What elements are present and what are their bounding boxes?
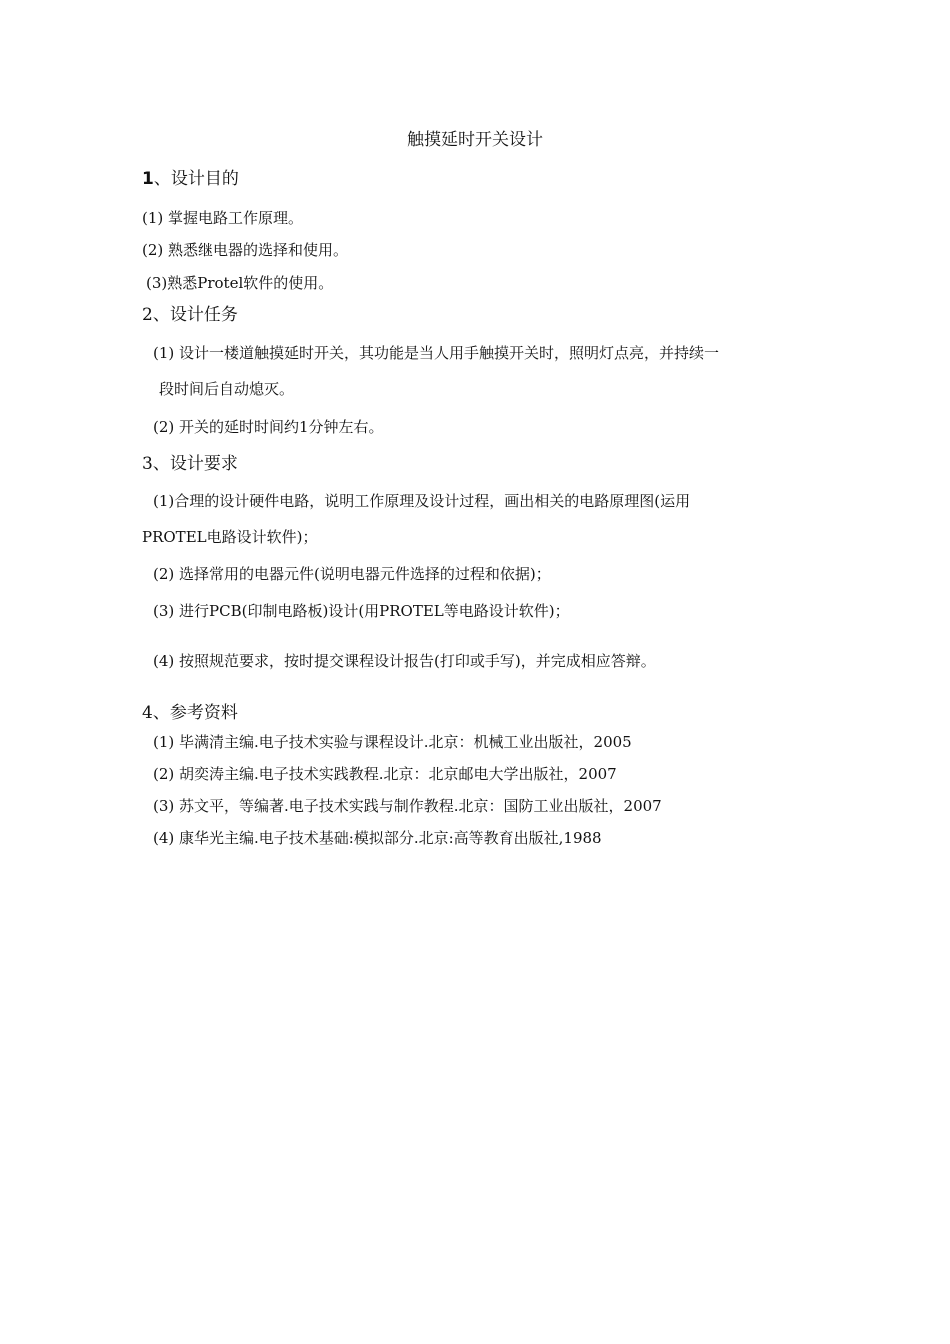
section-2-heading: 2、设计任务 <box>142 305 238 325</box>
reference-1: (1) 毕满清主编.电子技术实验与课程设计.北京：机械工业出版社，2005 <box>153 733 632 751</box>
section-2-item-2: (2) 开关的延时时间约1分钟左右。 <box>153 418 384 436</box>
section-3-item-1-continued: PROTEL电路设计软件)； <box>142 528 318 546</box>
section-1-heading-number: 1 <box>142 169 154 189</box>
document-title: 触摸延时开关设计 <box>407 130 543 150</box>
section-3-item-1: (1)合理的设计硬件电路，说明工作原理及设计过程，画出相关的电路原理图(运用 <box>153 492 691 510</box>
section-3-item-3: (3) 进行PCB(印制电路板)设计(用PROTEL等电路设计软件)； <box>153 602 570 620</box>
section-1-item-1: (1) 掌握电路工作原理。 <box>142 209 304 227</box>
section-1-item-2: (2) 熟悉继电器的选择和使用。 <box>142 241 349 259</box>
reference-2: (2) 胡奕涛主编.电子技术实践教程.北京：北京邮电大学出版社，2007 <box>153 765 617 783</box>
section-4-heading: 4、参考资料 <box>142 703 238 723</box>
section-1-item-3: (3)熟悉Protel软件的使用。 <box>146 274 334 292</box>
section-1-heading-text: 、设计目的 <box>153 169 239 189</box>
section-3-item-4: (4) 按照规范要求，按时提交课程设计报告(打印或手写)，并完成相应答辩。 <box>153 652 656 670</box>
section-3-heading: 3、设计要求 <box>142 454 238 474</box>
section-1-heading <box>142 171 239 188</box>
section-2-item-1: (1) 设计一楼道触摸延时开关，其功能是当人用手触摸开关时，照明灯点亮，并持续一 <box>153 344 720 362</box>
section-2-item-1-continued: 段时间后自动熄灭。 <box>159 380 295 398</box>
section-3-item-2: (2) 选择常用的电器元件(说明电器元件选择的过程和依据)； <box>153 565 551 583</box>
reference-4: (4) 康华光主编.电子技术基础:模拟部分.北京:高等教育出版社,1988 <box>153 829 602 847</box>
reference-3: (3) 苏文平，等编著.电子技术实践与制作教程.北京：国防工业出版社，2007 <box>153 797 662 815</box>
